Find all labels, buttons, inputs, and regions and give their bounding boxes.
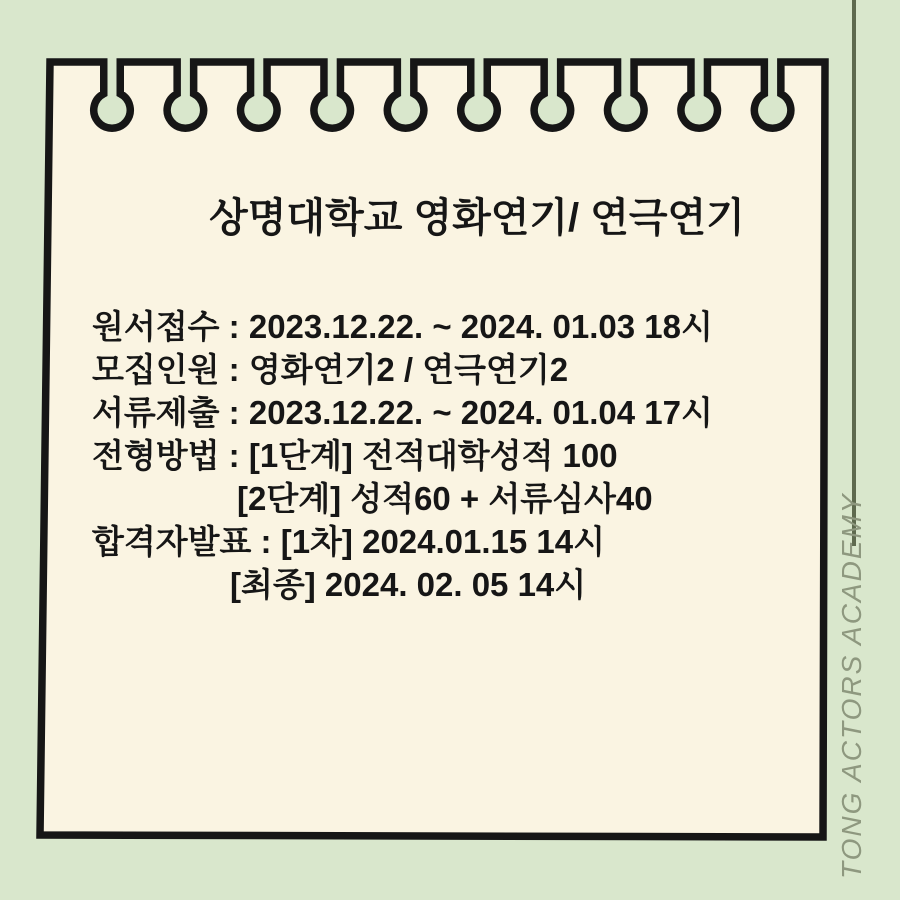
note-line-application-period: 원서접수 : 2023.12.22. ~ 2024. 01.03 18시 [92, 308, 713, 345]
branding-text: TONG ACTORS ACADEMY [836, 492, 867, 879]
note-line-admission-quota: 모집인원 : 영화연기2 / 연극연기2 [92, 351, 569, 388]
note-line-screening-method-stage1: 전형방법 : [1단계] 전적대학성적 100 [92, 437, 618, 474]
note-line-document-submission: 서류제출 : 2023.12.22. ~ 2024. 01.04 17시 [92, 394, 713, 431]
branding-divider-line [852, 0, 856, 546]
note-title: 상명대학교 영화연기/ 연극연기 [209, 196, 745, 240]
note-body [92, 305, 792, 606]
note-line-results-final: [최종] 2024. 02. 05 14시 [230, 566, 587, 603]
note-line-screening-method-stage2: [2단계] 성적60 + 서류심사40 [237, 480, 653, 517]
note-line-results-first: 합격자발표 : [1차] 2024.01.15 14시 [92, 523, 606, 560]
